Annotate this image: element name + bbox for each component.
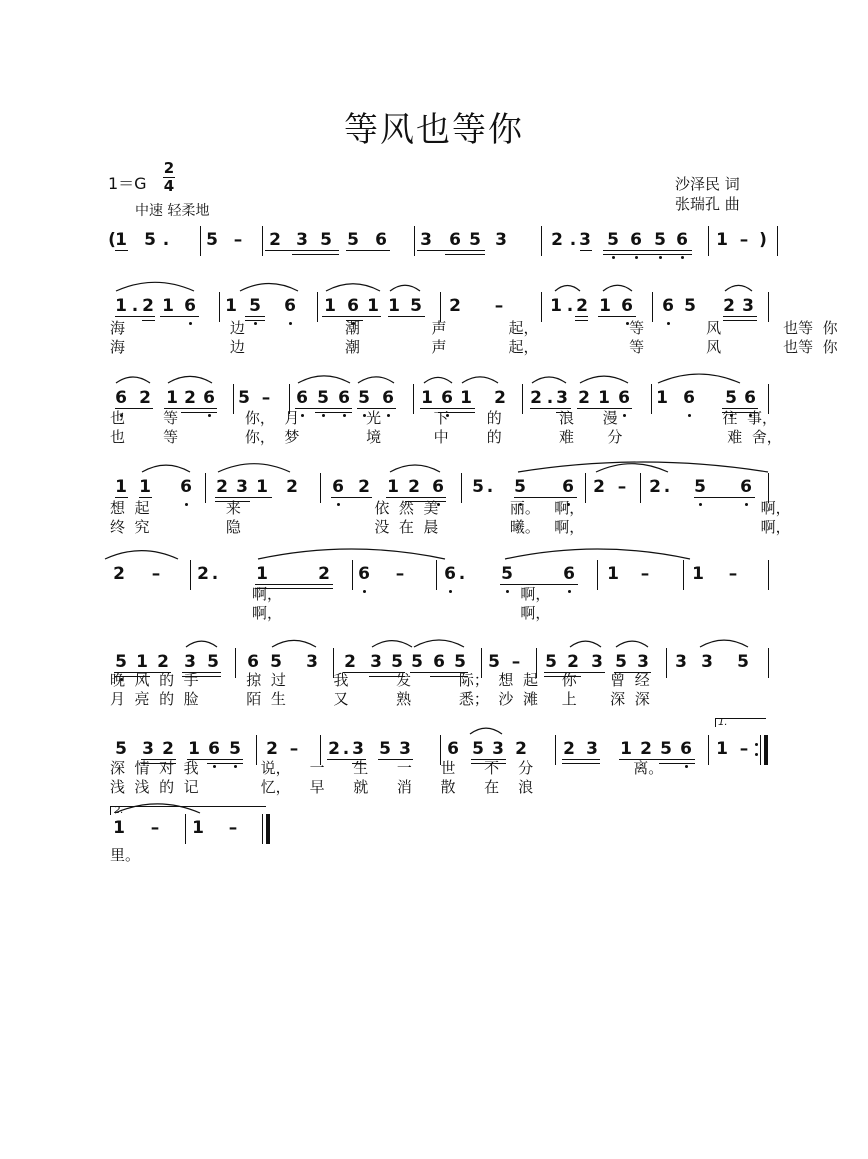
bar-line [190,560,191,590]
note: 5 [654,230,666,250]
tempo-marking: 中速 轻柔地 [135,203,210,219]
note: 1 [166,388,178,408]
note: 6 [332,477,344,497]
note: 6 [618,388,630,408]
bar-line [708,226,709,256]
slur [218,464,290,472]
lyric-line: 深 情 对 我 说， 一 生 一 世 不 分 离。 [110,759,664,777]
lyric-line: 终 究 隐 没 在 晨 曦。 啊， 啊， [110,518,791,536]
slur [372,641,412,647]
slur [658,374,740,383]
note: 6 [284,296,296,316]
beam-underline [160,316,199,317]
note: 1 [388,296,400,316]
bar-line [185,814,186,844]
note: – [494,296,504,316]
lyric-line: 啊， 啊， [252,604,551,622]
note: 6 [683,388,695,408]
note: 6 [744,388,756,408]
note: 1 [460,388,472,408]
note: 6 [562,477,574,497]
note: 3 [142,739,154,759]
note: 5 [514,477,526,497]
note: 6 [296,388,308,408]
note: 6 [433,652,445,672]
slur [414,640,464,647]
note: 3 [701,652,713,672]
slur [142,465,190,472]
lyric-line: 啊， 啊， [252,585,551,603]
note: 5 [411,652,423,672]
note: 3 [742,296,754,316]
note: 2 [408,477,420,497]
note: 1 [115,230,127,250]
note: 1 [716,230,728,250]
note: 6 [203,388,215,408]
note: 2 [593,477,605,497]
note: 5 [454,652,466,672]
note: 5 [320,230,332,250]
lyric-line: 也 等 你， 梦 境 中 的 难 分 难 舍， [110,428,782,446]
octave-dot-below [659,256,662,259]
note: 5 [615,652,627,672]
note: 1 [607,564,619,584]
note: 5 [472,739,484,759]
slur [326,284,380,291]
note: 5 [391,652,403,672]
note: 2 [576,296,588,316]
note: 2 [197,564,209,584]
note: . [211,564,219,584]
slur [596,464,668,472]
beam-underline [265,250,339,251]
note: 2 [318,564,330,584]
bar-line [652,292,653,322]
beam-underline [603,250,692,251]
note: 6 [432,477,444,497]
beam-underline [723,316,757,317]
note: – [739,230,749,250]
note: 2 [358,477,370,497]
slur [116,377,150,383]
note: 3 [296,230,308,250]
note: 1 [599,296,611,316]
note: 5 [115,739,127,759]
repeat-end-thick [764,735,768,765]
note: 3 [420,230,432,250]
final-bar-thin [262,814,263,844]
note: 5 [115,652,127,672]
note: 5 [469,230,481,250]
volta-number-2: 2. [114,805,124,816]
note: . [458,564,466,584]
final-bar-thick [266,814,270,844]
note: 6 [375,230,387,250]
note: 5 [725,388,737,408]
note: 2 [162,739,174,759]
beam-underline [322,316,381,317]
note: – [228,818,238,838]
note: 5 [545,652,557,672]
note: 5 [207,652,219,672]
slur [105,551,178,559]
note: 1 [192,818,204,838]
slur [186,641,217,647]
note: 1 [550,296,562,316]
repeat-dot [755,753,758,756]
slur [725,285,752,291]
lyric-line: 想 起 来 依 然 美 丽。 啊， 啊， [110,499,791,517]
beam-underline [245,316,265,317]
beam-underline [603,254,692,255]
key-signature: 1＝G [108,174,147,193]
note: 2 [157,652,169,672]
note: 3 [492,739,504,759]
note: 2 [269,230,281,250]
note: 1 [162,296,174,316]
note: – [233,230,243,250]
note: 1 [139,477,151,497]
slur [555,286,580,292]
note: ( [108,230,116,250]
note: 3 [370,652,382,672]
slur [240,284,298,291]
volta-bracket-2 [110,806,266,815]
time-signature-denominator: 4 [163,177,175,195]
note: 5 [501,564,513,584]
note: 2 [567,652,579,672]
beam-underline [575,316,588,317]
note: – [739,739,749,759]
note: 5 [206,230,218,250]
note: . [546,388,554,408]
note: 2 [515,739,527,759]
note: 6 [662,296,674,316]
bar-line [708,735,709,765]
slur [518,462,768,472]
note: 2 [649,477,661,497]
note: 3 [399,739,411,759]
note: ) [759,230,767,250]
note: 6 [338,388,350,408]
beam-underline [346,250,390,251]
beam-underline [598,316,636,317]
repeat-end-bar [760,735,761,765]
lyric-line: 晚 风 的 手 掠 过 我 发 际； 想 起 你 曾 经 [110,671,650,689]
note: 6 [180,477,192,497]
note: 5 [379,739,391,759]
note: 3 [236,477,248,497]
note: 1 [225,296,237,316]
note: 1 [367,296,379,316]
note: 5 [660,739,672,759]
beam-underline [514,497,577,498]
note: 2 [530,388,542,408]
slur [532,377,566,383]
note: 1 [136,652,148,672]
octave-dot-below [681,256,684,259]
note: . [569,230,577,250]
note: 1 [188,739,200,759]
time-signature-numerator: 2 [163,159,175,177]
note: – [728,564,738,584]
note: – [151,564,161,584]
note: 2 [139,388,151,408]
note: . [566,296,574,316]
beam-underline [115,316,155,317]
lyric-line: 里。 [110,846,141,864]
bar-line [414,226,415,256]
note: 5 [358,388,370,408]
slur [424,377,452,383]
beam-underline [417,250,485,251]
note: 1 [716,739,728,759]
beam-underline [115,250,128,251]
note: 5 [238,388,250,408]
slur [603,285,632,291]
lyricist-credit: 沙泽民 词 [675,175,740,193]
bar-line [541,292,542,322]
note: 5 [270,652,282,672]
note: 5 [488,652,500,672]
note: . [162,230,170,250]
note: 5 [347,230,359,250]
note: 2 [551,230,563,250]
bar-line [317,292,318,322]
bar-line [683,560,684,590]
bar-line [262,226,263,256]
note: 5 [607,230,619,250]
beam-underline [292,254,339,255]
slur [298,376,350,383]
slur [168,376,212,383]
bar-line [541,226,542,256]
note: 5 [410,296,422,316]
lyric-line: 也 等 你， 月 光 下 的 浪 漫 往 事， [110,409,778,427]
note: 5 [317,388,329,408]
song-title: 等风也等你 [344,110,524,150]
note: 5 [144,230,156,250]
beam-underline [139,497,152,498]
bar-line [440,292,441,322]
note: 3 [306,652,318,672]
note: 2 [723,296,735,316]
beam-underline [580,250,592,251]
beam-underline [386,497,446,498]
slur [272,640,316,647]
repeat-dot [755,743,758,746]
note: – [261,388,271,408]
note: 6 [115,388,127,408]
note: 6 [680,739,692,759]
note: 5 [229,739,241,759]
bar-line [768,560,769,590]
slur [616,641,648,647]
note: 6 [563,564,575,584]
note: 3 [586,739,598,759]
lyric-line: 月 亮 的 脸 陌 生 又 熟 悉； 沙 滩 上 深 深 [110,690,650,708]
note: 1 [256,564,268,584]
lyric-line: 浅 浅 的 记 忆， 早 就 消 散 在 浪 [110,778,534,796]
composer-credit: 张瑞孔 曲 [675,195,740,213]
note: 6 [382,388,394,408]
note: 3 [495,230,507,250]
note: 3 [579,230,591,250]
note: 2 [578,388,590,408]
note: 6 [447,739,459,759]
note: 6 [208,739,220,759]
beam-underline [331,497,372,498]
note: – [640,564,650,584]
note: 3 [675,652,687,672]
note: – [511,652,521,672]
beam-underline [659,763,695,764]
note: 1 [656,388,668,408]
note: 3 [591,652,603,672]
note: 1 [256,477,268,497]
octave-dot-below [568,590,571,593]
note: 3 [556,388,568,408]
slur [390,285,420,291]
slur [258,549,445,559]
note: 2 [113,564,125,584]
time-signature [162,160,176,195]
lyric-line: 海 边 潮 声 起， 等 风 也等 你 [110,319,838,337]
slur [580,376,628,383]
note: . [131,296,139,316]
note: 6 [630,230,642,250]
note: 1 [324,296,336,316]
note: 6 [441,388,453,408]
octave-dot-below [635,256,638,259]
slur [570,641,601,647]
note: 2 [266,739,278,759]
volta-number-1: 1. [718,717,728,728]
note: – [617,477,627,497]
note: 5 [737,652,749,672]
note: 1 [598,388,610,408]
note: 3 [352,739,364,759]
octave-dot-below [612,256,615,259]
beam-underline [388,316,425,317]
slur [700,640,748,647]
note: 6 [621,296,633,316]
beam-underline [115,497,128,498]
note: 2 [563,739,575,759]
note: 5 [472,477,484,497]
note: 2 [216,477,228,497]
bar-line [768,648,769,678]
bar-line [768,292,769,322]
note: 1 [421,388,433,408]
note: 5 [684,296,696,316]
note: 2 [344,652,356,672]
note: 1 [115,477,127,497]
note: 6 [449,230,461,250]
bar-line [200,226,201,256]
slur [505,549,690,559]
slur [116,282,194,291]
bar-line [666,648,667,678]
note: 6 [347,296,359,316]
note: 6 [740,477,752,497]
bar-line [597,560,598,590]
beam-underline [215,497,272,498]
slur [470,728,502,734]
note: 1 [620,739,632,759]
note: . [663,477,671,497]
note: 2 [494,388,506,408]
slur [390,465,440,472]
note: 6 [184,296,196,316]
note: 6 [247,652,259,672]
note: 6 [358,564,370,584]
note: . [486,477,494,497]
lyric-line: 海 边 潮 声 起， 等 风 也等 你 [110,338,838,356]
note: 5 [249,296,261,316]
note: 2 [142,296,154,316]
note: 6 [676,230,688,250]
note: – [289,739,299,759]
note: 2 [328,739,340,759]
beam-underline [694,497,755,498]
note: – [395,564,405,584]
note: . [342,739,350,759]
note: 1 [113,818,125,838]
note: 5 [694,477,706,497]
slur [358,377,394,383]
bar-line [219,292,220,322]
octave-dot-below [685,765,688,768]
note: 2 [286,477,298,497]
note: – [150,818,160,838]
slur [462,377,498,383]
note: 2 [640,739,652,759]
note: 1 [387,477,399,497]
note: 3 [184,652,196,672]
note: 6 [444,564,456,584]
note: 2 [184,388,196,408]
bar-line [777,226,778,256]
note: 1 [115,296,127,316]
note: 1 [692,564,704,584]
note: 2 [449,296,461,316]
note: 3 [637,652,649,672]
beam-underline [445,254,485,255]
